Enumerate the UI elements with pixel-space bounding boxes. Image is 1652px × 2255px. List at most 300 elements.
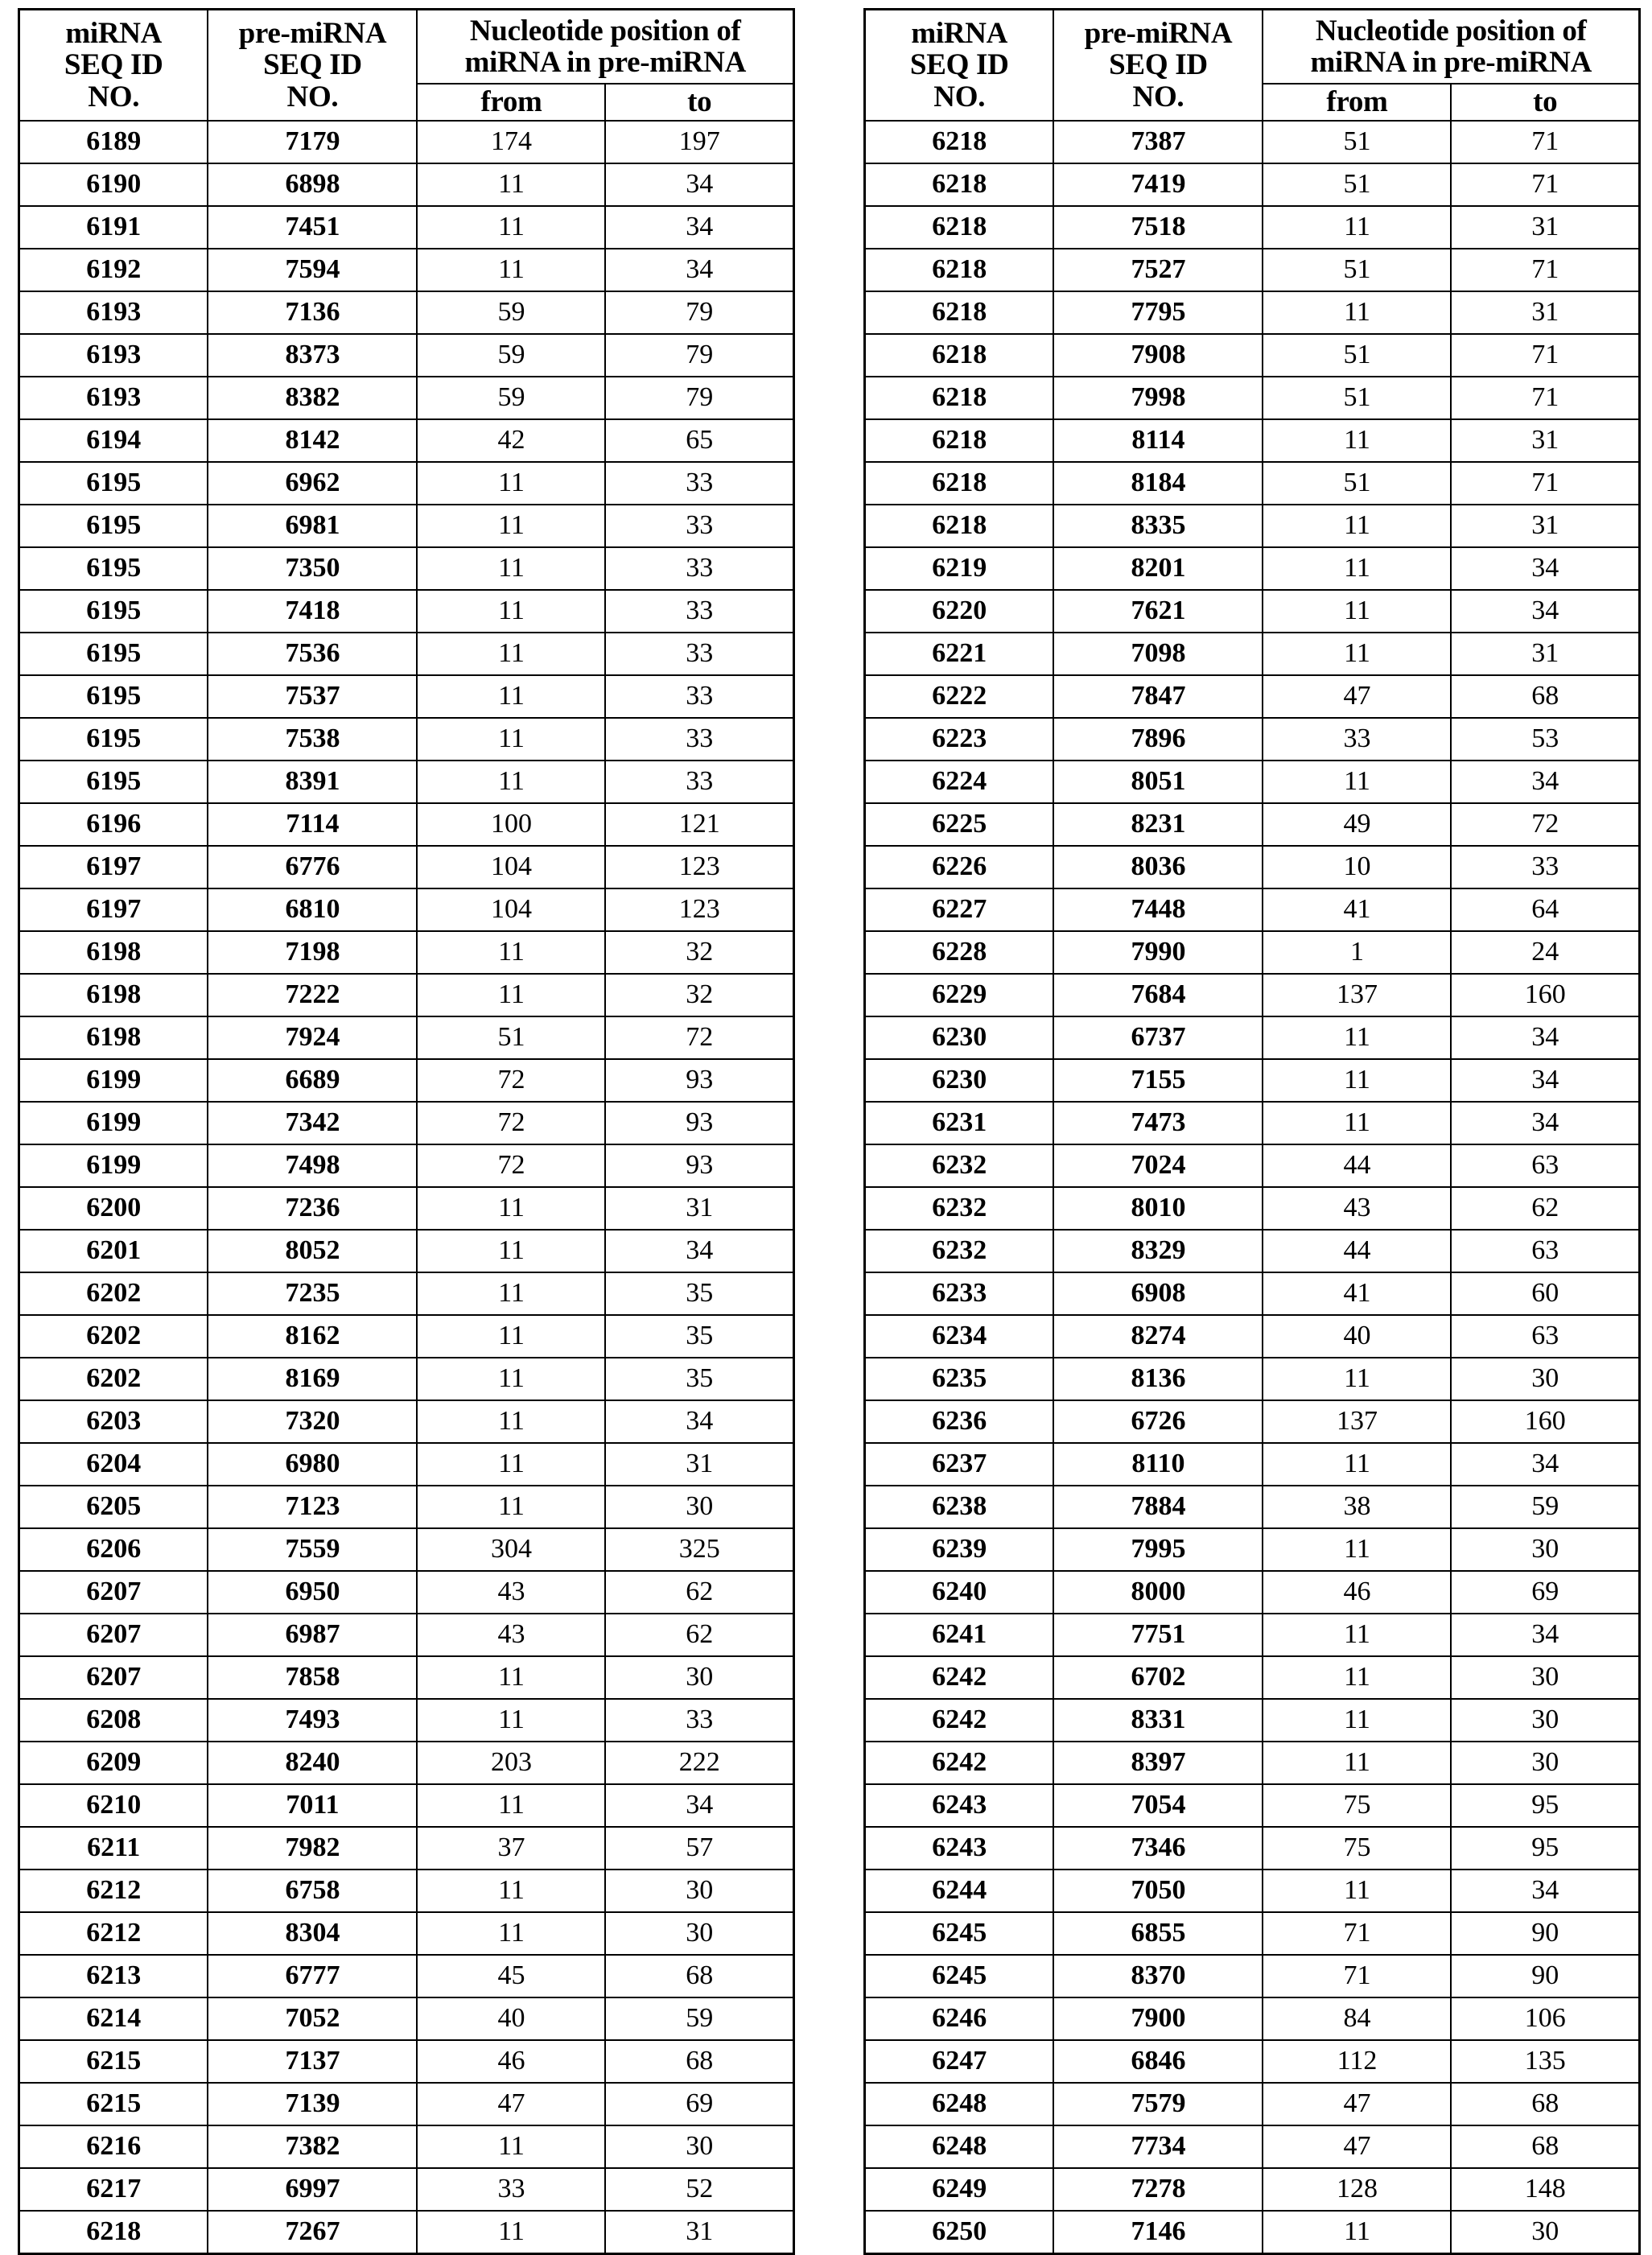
header-line: to <box>1533 85 1558 119</box>
cell-position-to: 33 <box>1451 846 1639 888</box>
cell-mirna-seq-id: 6193 <box>19 291 208 334</box>
cell-premirna-seq-id: 6758 <box>208 1870 417 1912</box>
cell-mirna-seq-id: 6195 <box>19 590 208 633</box>
cell-position-from: 40 <box>417 1997 605 2040</box>
cell-position-to: 32 <box>605 931 793 974</box>
cell-mirna-seq-id: 6197 <box>19 888 208 931</box>
cell-mirna-seq-id: 6250 <box>865 2211 1054 2254</box>
header-premirna-seq-id-no <box>1053 10 1263 122</box>
cell-position-from: 11 <box>1263 1528 1451 1571</box>
cell-premirna-seq-id: 7419 <box>1053 163 1263 206</box>
cell-mirna-seq-id: 6193 <box>19 377 208 419</box>
cell-mirna-seq-id: 6230 <box>865 1059 1054 1102</box>
cell-premirna-seq-id: 7594 <box>208 249 417 291</box>
cell-premirna-seq-id: 7751 <box>1053 1614 1263 1656</box>
cell-mirna-seq-id: 6195 <box>19 718 208 761</box>
cell-mirna-seq-id: 6218 <box>865 419 1054 462</box>
cell-position-to: 68 <box>605 1955 793 1997</box>
cell-position-to: 33 <box>605 718 793 761</box>
table-row <box>865 931 1640 974</box>
cell-position-from: 11 <box>1263 419 1451 462</box>
cell-position-to: 62 <box>1451 1187 1639 1230</box>
cell-position-from: 46 <box>417 2040 605 2083</box>
header-premirna-seq-id-no <box>208 10 417 122</box>
cell-mirna-seq-id: 6218 <box>865 206 1054 249</box>
cell-mirna-seq-id: 6195 <box>19 761 208 803</box>
cell-position-to: 93 <box>605 1144 793 1187</box>
cell-position-from: 11 <box>417 1443 605 1486</box>
cell-position-to: 33 <box>605 462 793 505</box>
cell-position-from: 11 <box>1263 1742 1451 1784</box>
table-row <box>865 1827 1640 1870</box>
table-row <box>19 1742 794 1784</box>
table-row <box>19 2211 794 2254</box>
cell-position-from: 11 <box>417 462 605 505</box>
header-line: miRNA in pre-miRNA <box>464 46 746 79</box>
table-row <box>19 1997 794 2040</box>
cell-mirna-seq-id: 6196 <box>19 803 208 846</box>
cell-position-from: 11 <box>417 1230 605 1272</box>
table-row <box>865 1315 1640 1358</box>
cell-premirna-seq-id: 6777 <box>208 1955 417 1997</box>
cell-mirna-seq-id: 6190 <box>19 163 208 206</box>
cell-mirna-seq-id: 6234 <box>865 1315 1054 1358</box>
table-row <box>19 931 794 974</box>
mirna-table-left <box>18 8 795 2255</box>
cell-position-to: 72 <box>605 1016 793 1059</box>
cell-position-to: 30 <box>1451 1699 1639 1742</box>
cell-mirna-seq-id: 6205 <box>19 1486 208 1528</box>
cell-mirna-seq-id: 6198 <box>19 974 208 1016</box>
header-nucleotide-position-group <box>417 10 793 85</box>
cell-position-from: 11 <box>1263 1102 1451 1144</box>
cell-mirna-seq-id: 6217 <box>19 2168 208 2211</box>
header-line: SEQ ID <box>64 48 163 82</box>
cell-mirna-seq-id: 6209 <box>19 1742 208 1784</box>
cell-premirna-seq-id: 7734 <box>1053 2125 1263 2168</box>
table-header-right <box>865 10 1640 122</box>
table-row <box>865 888 1640 931</box>
cell-mirna-seq-id: 6207 <box>19 1656 208 1699</box>
table-row <box>19 803 794 846</box>
cell-premirna-seq-id: 6810 <box>208 888 417 931</box>
cell-position-to: 62 <box>605 1614 793 1656</box>
cell-position-to: 35 <box>605 1315 793 1358</box>
header-line: pre-miRNA <box>238 17 387 51</box>
cell-position-from: 11 <box>417 1784 605 1827</box>
cell-position-from: 11 <box>417 249 605 291</box>
cell-premirna-seq-id: 8231 <box>1053 803 1263 846</box>
cell-position-to: 34 <box>1451 1870 1639 1912</box>
cell-mirna-seq-id: 6226 <box>865 846 1054 888</box>
cell-position-from: 11 <box>1263 1870 1451 1912</box>
table-row <box>19 633 794 675</box>
table-row <box>19 675 794 718</box>
table-row <box>865 334 1640 377</box>
cell-position-to: 79 <box>605 334 793 377</box>
table-row <box>865 2125 1640 2168</box>
cell-position-to: 34 <box>1451 1443 1639 1486</box>
cell-premirna-seq-id: 7155 <box>1053 1059 1263 1102</box>
cell-premirna-seq-id: 7924 <box>208 1016 417 1059</box>
cell-mirna-seq-id: 6198 <box>19 931 208 974</box>
right-table-block <box>863 8 1641 2255</box>
cell-position-from: 51 <box>1263 377 1451 419</box>
table-row <box>865 2211 1640 2254</box>
cell-premirna-seq-id: 7179 <box>208 121 417 163</box>
cell-position-from: 11 <box>417 1656 605 1699</box>
cell-position-to: 35 <box>605 1272 793 1315</box>
cell-mirna-seq-id: 6189 <box>19 121 208 163</box>
table-row <box>865 2083 1640 2125</box>
cell-premirna-seq-id: 7387 <box>1053 121 1263 163</box>
cell-premirna-seq-id: 7518 <box>1053 206 1263 249</box>
table-row <box>19 974 794 1016</box>
table-row <box>19 1784 794 1827</box>
cell-position-from: 11 <box>417 2125 605 2168</box>
cell-premirna-seq-id: 8142 <box>208 419 417 462</box>
cell-premirna-seq-id: 7222 <box>208 974 417 1016</box>
cell-premirna-seq-id: 7621 <box>1053 590 1263 633</box>
cell-premirna-seq-id: 8114 <box>1053 419 1263 462</box>
cell-premirna-seq-id: 6908 <box>1053 1272 1263 1315</box>
cell-position-to: 123 <box>605 846 793 888</box>
table-row <box>865 1784 1640 1827</box>
cell-premirna-seq-id: 7884 <box>1053 1486 1263 1528</box>
cell-premirna-seq-id: 7146 <box>1053 2211 1263 2254</box>
cell-position-to: 31 <box>605 1443 793 1486</box>
cell-position-from: 11 <box>417 761 605 803</box>
table-row <box>19 1230 794 1272</box>
mirna-table-right <box>863 8 1641 2255</box>
cell-premirna-seq-id: 7537 <box>208 675 417 718</box>
cell-position-to: 31 <box>1451 633 1639 675</box>
table-row <box>865 1656 1640 1699</box>
cell-position-from: 11 <box>417 675 605 718</box>
header-mirna-seq-id-no <box>865 10 1054 122</box>
cell-premirna-seq-id: 8397 <box>1053 1742 1263 1784</box>
table-row <box>865 1272 1640 1315</box>
cell-position-to: 68 <box>605 2040 793 2083</box>
cell-position-from: 75 <box>1263 1827 1451 1870</box>
cell-position-from: 49 <box>1263 803 1451 846</box>
cell-position-to: 71 <box>1451 121 1639 163</box>
table-row <box>19 1016 794 1059</box>
table-row <box>865 462 1640 505</box>
table-row <box>19 1528 794 1571</box>
cell-mirna-seq-id: 6201 <box>19 1230 208 1272</box>
cell-premirna-seq-id: 7847 <box>1053 675 1263 718</box>
cell-premirna-seq-id: 7451 <box>208 206 417 249</box>
cell-position-from: 137 <box>1263 1400 1451 1443</box>
cell-position-from: 47 <box>1263 2125 1451 2168</box>
cell-position-from: 71 <box>1263 1912 1451 1955</box>
cell-premirna-seq-id: 8010 <box>1053 1187 1263 1230</box>
table-row <box>865 675 1640 718</box>
cell-position-to: 62 <box>605 1571 793 1614</box>
cell-mirna-seq-id: 6202 <box>19 1315 208 1358</box>
cell-mirna-seq-id: 6192 <box>19 249 208 291</box>
cell-position-from: 11 <box>417 1400 605 1443</box>
cell-position-from: 11 <box>417 1358 605 1400</box>
cell-position-from: 11 <box>417 163 605 206</box>
cell-premirna-seq-id: 8335 <box>1053 505 1263 547</box>
cell-mirna-seq-id: 6218 <box>865 163 1054 206</box>
cell-position-to: 53 <box>1451 718 1639 761</box>
cell-premirna-seq-id: 8036 <box>1053 846 1263 888</box>
cell-position-to: 30 <box>605 1870 793 1912</box>
cell-mirna-seq-id: 6215 <box>19 2040 208 2083</box>
cell-position-from: 72 <box>417 1059 605 1102</box>
cell-mirna-seq-id: 6238 <box>865 1486 1054 1528</box>
cell-position-from: 47 <box>1263 2083 1451 2125</box>
cell-position-from: 11 <box>417 206 605 249</box>
cell-premirna-seq-id: 7123 <box>208 1486 417 1528</box>
cell-mirna-seq-id: 6223 <box>865 718 1054 761</box>
cell-position-from: 11 <box>1263 547 1451 590</box>
header-to <box>1451 84 1639 121</box>
cell-position-from: 51 <box>1263 121 1451 163</box>
cell-mirna-seq-id: 6231 <box>865 1102 1054 1144</box>
cell-position-from: 112 <box>1263 2040 1451 2083</box>
table-row <box>865 547 1640 590</box>
cell-position-from: 84 <box>1263 1997 1451 2040</box>
table-row <box>19 1656 794 1699</box>
table-row <box>865 377 1640 419</box>
cell-position-to: 90 <box>1451 1912 1639 1955</box>
cell-premirna-seq-id: 7052 <box>208 1997 417 2040</box>
cell-position-to: 34 <box>605 249 793 291</box>
cell-premirna-seq-id: 7473 <box>1053 1102 1263 1144</box>
cell-mirna-seq-id: 6218 <box>19 2211 208 2254</box>
cell-position-to: 71 <box>1451 462 1639 505</box>
cell-position-from: 11 <box>417 1870 605 1912</box>
cell-position-to: 160 <box>1451 974 1639 1016</box>
cell-premirna-seq-id: 7098 <box>1053 633 1263 675</box>
cell-position-to: 79 <box>605 377 793 419</box>
cell-premirna-seq-id: 6702 <box>1053 1656 1263 1699</box>
cell-premirna-seq-id: 7011 <box>208 1784 417 1827</box>
header-row-primary <box>19 10 794 85</box>
table-row <box>865 590 1640 633</box>
cell-position-from: 174 <box>417 121 605 163</box>
cell-position-to: 121 <box>605 803 793 846</box>
cell-mirna-seq-id: 6225 <box>865 803 1054 846</box>
cell-position-from: 71 <box>1263 1955 1451 1997</box>
table-row <box>19 1315 794 1358</box>
cell-mirna-seq-id: 6219 <box>865 547 1054 590</box>
cell-mirna-seq-id: 6221 <box>865 633 1054 675</box>
cell-premirna-seq-id: 7024 <box>1053 1144 1263 1187</box>
table-row <box>19 590 794 633</box>
table-row <box>19 1443 794 1486</box>
cell-position-to: 325 <box>605 1528 793 1571</box>
cell-premirna-seq-id: 7346 <box>1053 1827 1263 1870</box>
table-row <box>19 1272 794 1315</box>
cell-premirna-seq-id: 8162 <box>208 1315 417 1358</box>
cell-position-to: 95 <box>1451 1827 1639 1870</box>
header-line: Nucleotide position of <box>1315 14 1587 47</box>
cell-position-to: 160 <box>1451 1400 1639 1443</box>
cell-premirna-seq-id: 6776 <box>208 846 417 888</box>
cell-premirna-seq-id: 7139 <box>208 2083 417 2125</box>
cell-premirna-seq-id: 7267 <box>208 2211 417 2254</box>
table-row <box>865 1102 1640 1144</box>
cell-premirna-seq-id: 8391 <box>208 761 417 803</box>
cell-position-from: 11 <box>417 1486 605 1528</box>
cell-position-to: 148 <box>1451 2168 1639 2211</box>
cell-position-from: 44 <box>1263 1230 1451 1272</box>
cell-mirna-seq-id: 6243 <box>865 1827 1054 1870</box>
cell-position-to: 63 <box>1451 1230 1639 1272</box>
cell-premirna-seq-id: 7418 <box>208 590 417 633</box>
cell-position-from: 51 <box>1263 163 1451 206</box>
cell-premirna-seq-id: 7050 <box>1053 1870 1263 1912</box>
table-row <box>19 846 794 888</box>
cell-position-from: 11 <box>1263 633 1451 675</box>
cell-position-to: 69 <box>1451 1571 1639 1614</box>
left-table-block <box>18 8 795 2255</box>
cell-mirna-seq-id: 6203 <box>19 1400 208 1443</box>
cell-mirna-seq-id: 6230 <box>865 1016 1054 1059</box>
cell-position-to: 34 <box>605 1784 793 1827</box>
table-row <box>19 1102 794 1144</box>
table-row <box>19 377 794 419</box>
cell-premirna-seq-id: 7320 <box>208 1400 417 1443</box>
cell-premirna-seq-id: 7235 <box>208 1272 417 1315</box>
cell-mirna-seq-id: 6195 <box>19 633 208 675</box>
header-from <box>1263 84 1451 121</box>
table-row <box>19 2168 794 2211</box>
cell-position-to: 34 <box>1451 547 1639 590</box>
cell-mirna-seq-id: 6218 <box>865 505 1054 547</box>
table-row <box>865 718 1640 761</box>
table-body-right <box>865 121 1640 2254</box>
cell-position-to: 93 <box>605 1059 793 1102</box>
cell-position-from: 47 <box>1263 675 1451 718</box>
cell-mirna-seq-id: 6202 <box>19 1358 208 1400</box>
cell-mirna-seq-id: 6233 <box>865 1272 1054 1315</box>
cell-position-to: 69 <box>605 2083 793 2125</box>
cell-premirna-seq-id: 7278 <box>1053 2168 1263 2211</box>
cell-position-to: 30 <box>1451 1656 1639 1699</box>
cell-mirna-seq-id: 6247 <box>865 2040 1054 2083</box>
table-row <box>19 163 794 206</box>
table-row <box>865 419 1640 462</box>
table-body-left <box>19 121 794 2254</box>
cell-position-from: 11 <box>417 1315 605 1358</box>
cell-position-to: 60 <box>1451 1272 1639 1315</box>
cell-mirna-seq-id: 6220 <box>865 590 1054 633</box>
cell-mirna-seq-id: 6218 <box>865 462 1054 505</box>
table-row <box>19 547 794 590</box>
cell-position-to: 59 <box>605 1997 793 2040</box>
cell-mirna-seq-id: 6215 <box>19 2083 208 2125</box>
table-row <box>865 633 1640 675</box>
cell-premirna-seq-id: 8329 <box>1053 1230 1263 1272</box>
cell-position-from: 72 <box>417 1144 605 1187</box>
cell-position-from: 11 <box>417 718 605 761</box>
cell-mirna-seq-id: 6241 <box>865 1614 1054 1656</box>
cell-premirna-seq-id: 8331 <box>1053 1699 1263 1742</box>
cell-premirna-seq-id: 7995 <box>1053 1528 1263 1571</box>
cell-position-from: 11 <box>417 590 605 633</box>
cell-position-to: 34 <box>605 206 793 249</box>
cell-mirna-seq-id: 6218 <box>865 334 1054 377</box>
cell-premirna-seq-id: 7527 <box>1053 249 1263 291</box>
table-row <box>865 1912 1640 1955</box>
table-row <box>865 505 1640 547</box>
table-row <box>865 1571 1640 1614</box>
cell-position-from: 11 <box>1263 206 1451 249</box>
cell-position-to: 34 <box>605 1400 793 1443</box>
header-line: SEQ ID <box>909 48 1009 82</box>
table-row <box>19 291 794 334</box>
cell-mirna-seq-id: 6228 <box>865 931 1054 974</box>
cell-position-to: 35 <box>605 1358 793 1400</box>
cell-position-from: 137 <box>1263 974 1451 1016</box>
header-to <box>605 84 793 121</box>
cell-mirna-seq-id: 6214 <box>19 1997 208 2040</box>
cell-position-from: 11 <box>1263 1699 1451 1742</box>
cell-position-to: 32 <box>605 974 793 1016</box>
header-line: miRNA in pre-miRNA <box>1310 46 1592 79</box>
cell-position-to: 34 <box>1451 1059 1639 1102</box>
cell-mirna-seq-id: 6227 <box>865 888 1054 931</box>
cell-position-from: 128 <box>1263 2168 1451 2211</box>
cell-mirna-seq-id: 6235 <box>865 1358 1054 1400</box>
cell-position-from: 11 <box>417 633 605 675</box>
cell-premirna-seq-id: 7342 <box>208 1102 417 1144</box>
cell-premirna-seq-id: 8169 <box>208 1358 417 1400</box>
header-line: NO. <box>88 80 140 113</box>
cell-position-from: 11 <box>1263 1614 1451 1656</box>
cell-position-to: 33 <box>605 547 793 590</box>
cell-position-to: 33 <box>605 590 793 633</box>
table-row <box>19 1870 794 1912</box>
cell-position-from: 47 <box>417 2083 605 2125</box>
table-row <box>19 1571 794 1614</box>
cell-premirna-seq-id: 7998 <box>1053 377 1263 419</box>
table-row <box>865 1870 1640 1912</box>
cell-premirna-seq-id: 7136 <box>208 291 417 334</box>
cell-premirna-seq-id: 7498 <box>208 1144 417 1187</box>
cell-position-to: 65 <box>605 419 793 462</box>
cell-mirna-seq-id: 6222 <box>865 675 1054 718</box>
header-line: pre-miRNA <box>1084 17 1233 51</box>
cell-mirna-seq-id: 6242 <box>865 1656 1054 1699</box>
table-row <box>19 505 794 547</box>
table-row <box>19 1955 794 1997</box>
cell-mirna-seq-id: 6212 <box>19 1912 208 1955</box>
cell-mirna-seq-id: 6244 <box>865 1870 1054 1912</box>
table-row <box>865 1016 1640 1059</box>
cell-mirna-seq-id: 6207 <box>19 1614 208 1656</box>
table-row <box>865 291 1640 334</box>
cell-position-to: 31 <box>1451 206 1639 249</box>
cell-mirna-seq-id: 6239 <box>865 1528 1054 1571</box>
cell-position-from: 100 <box>417 803 605 846</box>
cell-position-to: 24 <box>1451 931 1639 974</box>
cell-premirna-seq-id: 7114 <box>208 803 417 846</box>
cell-position-from: 44 <box>1263 1144 1451 1187</box>
header-from <box>417 84 605 121</box>
cell-premirna-seq-id: 6981 <box>208 505 417 547</box>
cell-premirna-seq-id: 6855 <box>1053 1912 1263 1955</box>
cell-mirna-seq-id: 6240 <box>865 1571 1054 1614</box>
cell-premirna-seq-id: 6846 <box>1053 2040 1263 2083</box>
cell-premirna-seq-id: 6962 <box>208 462 417 505</box>
